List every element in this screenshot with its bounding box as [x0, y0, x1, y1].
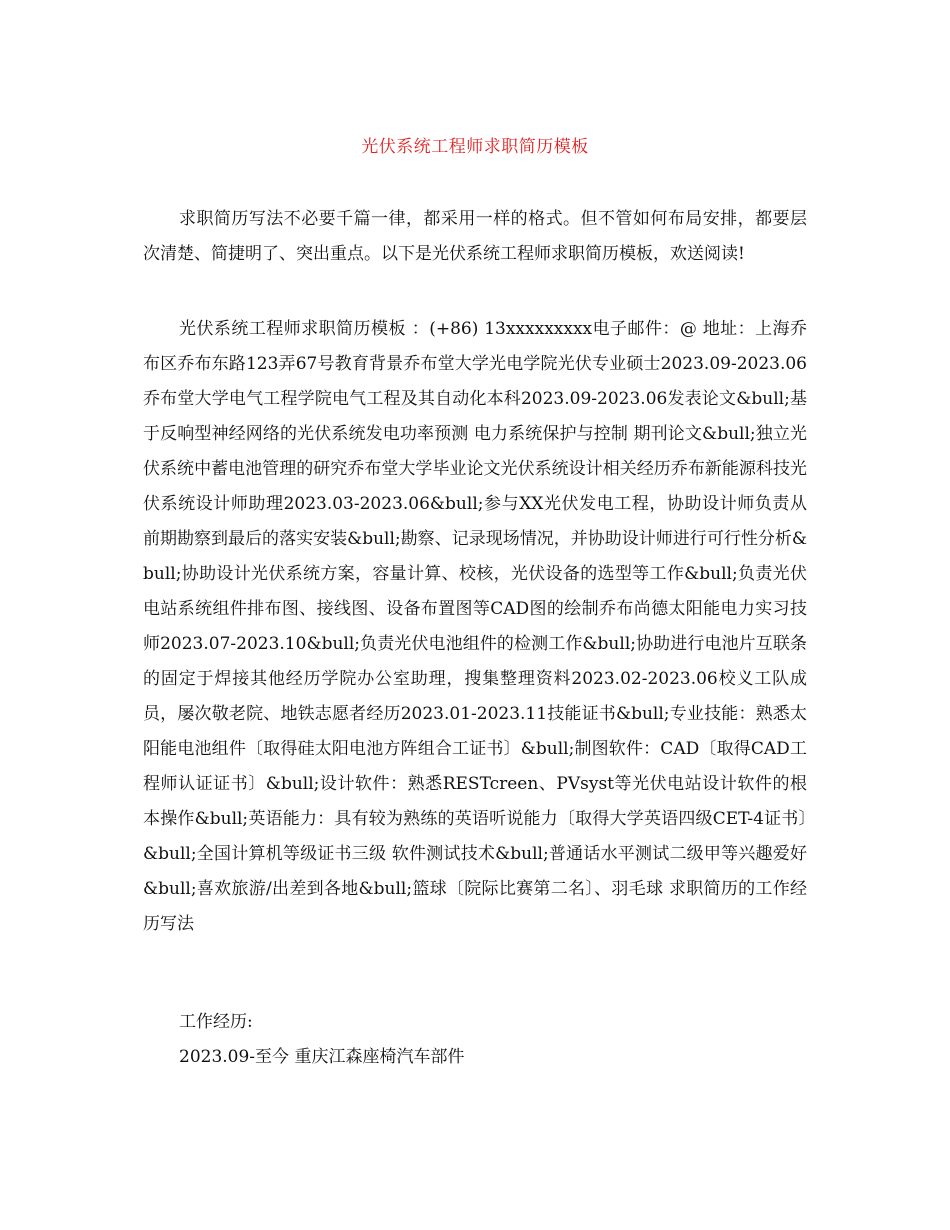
- intro-paragraph: 求职简历写法不必要千篇一律，都采用一样的格式。但不管如何布局安排，都要层次清楚、简捷明了、突出重点。以下是光伏系统工程师求职简历模板，欢送阅读!: [143, 209, 807, 264]
- document-title: 光伏系统工程师求职简历模板: [361, 137, 589, 157]
- resume-paragraph: 光伏系统工程师求职简历模板 ：(+86) 13xxxxxxxxx电子邮件：@ 地址：上海乔布区乔布东路123弄67号教育背景乔布堂大学光电学院光伏专业硕士2023.09-2023.06乔布堂大学电气工程学院电气工程及其自动化本科2023.09-2023.06发表论文&bull;基于反响型神经网络的光伏系统发电功率预测 电力系统保护与控制 期刊论文&bull;独立光伏系统中蓄电池管理的研究乔布堂大学毕业论文光伏系统设计相关经历乔布新能源科技光伏系统设计师助理2023.03-2023.06&bull;参与XX光伏发电工程，协助设计师负责从前期勘察到最后的落实安装&bull;勘察、记录现场情况，并协助设计师进行可行性分析&bull;协助设计光伏系统方案，容量计算、校核，光伏设备的选型等工作&bull;负责光伏电站系统组件排布图、接线图、设备布置图等CAD图的绘制乔布尚德太阳能电力实习技师2023.07-2023.10&bull;负责光伏电池组件的检测工作&bull;协助进行电池片互联条的固定于焊接其他经历学院办公室助理，搜集整理资料2023.02-2023.06校义工队成员，屡次敬老院、地铁志愿者经历2023.01-2023.11技能证书&bull;专业技能：熟悉太阳能电池组件〔取得硅太阳电池方阵组合工证书〕&bull;制图软件：CAD〔取得CAD工程师认证证书〕&bull;设计软件：熟悉RESTcreen、PVsyst等光伏电站设计软件的根本操作&bull;英语能力：具有较为熟练的英语听说能力〔取得大学英语四级CET-4证书〕&bull;全国计算机等级证书三级 软件测试技术&bull;普通话水平测试二级甲等兴趣爱好&bull;喜欢旅游/出差到各地&bull;篮球〔院际比赛第二名〕、羽毛球 求职简历的工作经历写法: [143, 319, 807, 934]
- work-experience-item: 2023.09-至今 重庆江森座椅汽车部件: [179, 1047, 465, 1067]
- work-experience-label: 工作经历:: [179, 1012, 253, 1032]
